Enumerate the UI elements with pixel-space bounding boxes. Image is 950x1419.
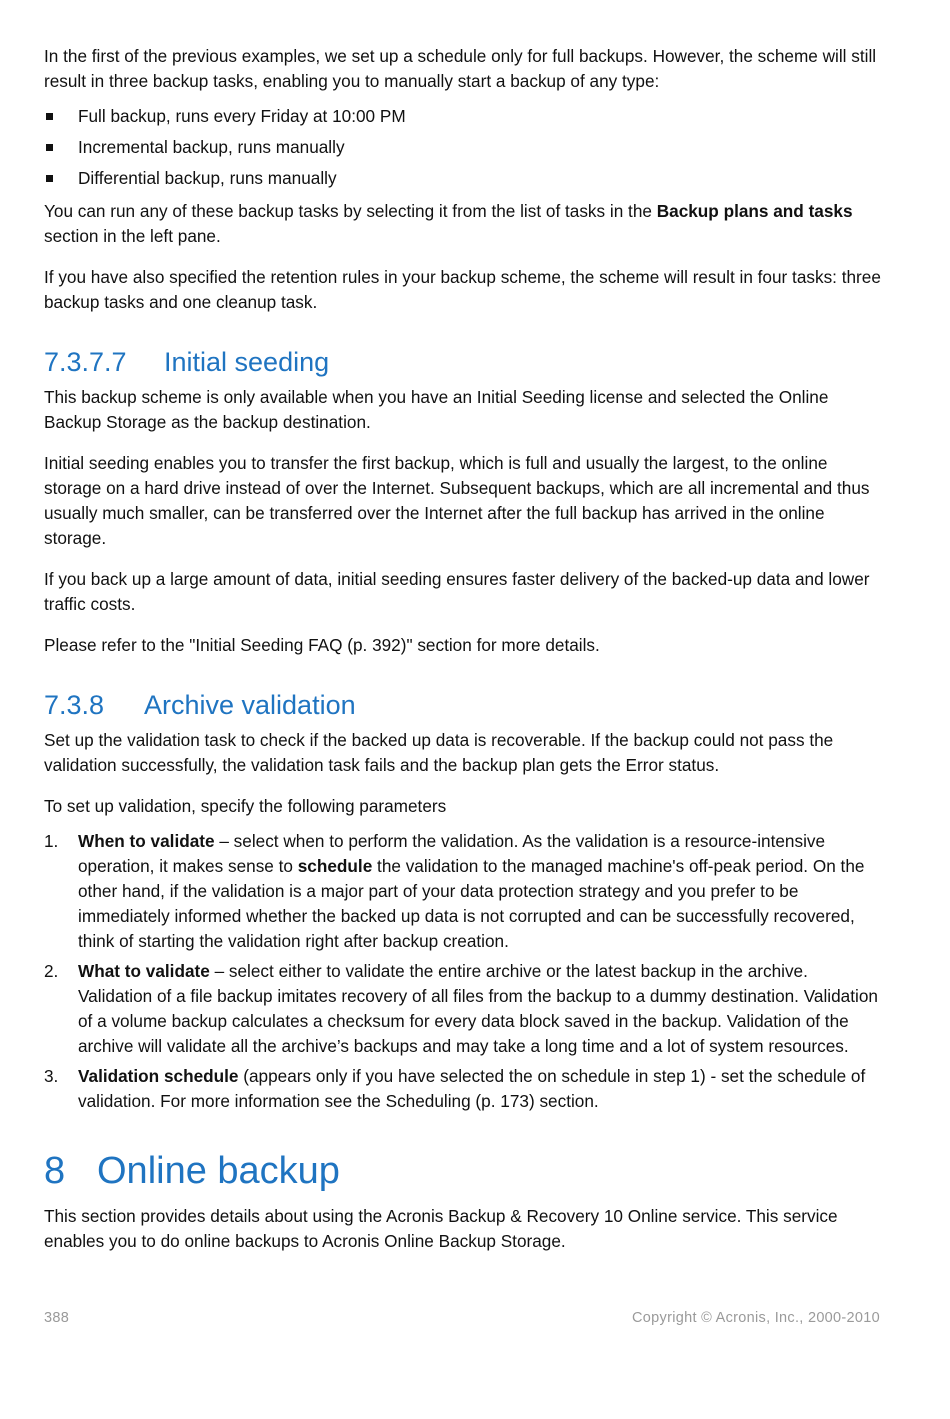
chapter-heading-online-backup: 8 Online backup (44, 1150, 340, 1192)
initial-seeding-paragraph-4: Please refer to the "Initial Seeding FAQ (p. 392)" section for more details. (44, 635, 600, 655)
list-item: Incremental backup, runs manually (44, 135, 884, 160)
bullet-square-icon (46, 175, 53, 182)
list-item: Differential backup, runs manually (44, 166, 884, 191)
initial-seeding-paragraph-1: This backup scheme is only available when you have an Initial Seeding license and selected the Online Backup Storage as the backup destination. (44, 387, 829, 432)
page-number: 388 (44, 1310, 70, 1326)
archive-validation-paragraph-1: Set up the validation task to check if the backed up data is recoverable. If the backup could not pass the validation successfully, the validation task fails and the backup plan gets the Error status. (44, 730, 834, 775)
bullet-square-icon (46, 113, 53, 120)
copyright-notice: Copyright © Acronis, Inc., 2000-2010 (632, 1310, 880, 1326)
intro-paragraph-2: You can run any of these backup tasks by selecting it from the list of tasks in the Backup plans and tasks section in the left pane. (44, 201, 853, 246)
bullet-square-icon (46, 144, 53, 151)
section-heading-archive-validation: 7.3.8 Archive validation (44, 690, 356, 720)
initial-seeding-paragraph-2: Initial seeding enables you to transfer the first backup, which is full and usually the largest, to the online storage on a hard drive instead of over the Internet. Subsequent backups, which are all incremental and thus usually much smaller, can be transferred over the Internet after the full backup has arrived in the online storage. (44, 453, 870, 548)
initial-seeding-paragraph-3: If you back up a large amount of data, initial seeding ensures faster delivery of the backed-up data and lower traffic costs. (44, 569, 870, 614)
page-footer (44, 1310, 880, 1326)
list-item: 1. When to validate – select when to perform the validation. As the validation is a resource-intensive operation, it makes sense to schedule the validation to the managed machine's off-peak period. On the other hand, if the validation is a major part of your data protection strategy and you prefer to be immediately informed whether the backed up data is not corrupted and can be successfully recovered, think of starting the validation right after backup creation. (44, 831, 865, 951)
document-page (44, 44, 884, 1270)
intro-paragraph-1: In the first of the previous examples, we set up a schedule only for full backups. However, the scheme will still result in three backup tasks, enabling you to manually start a backup of any type: (44, 46, 877, 91)
archive-validation-paragraph-2: To set up validation, specify the following parameters (44, 796, 447, 816)
list-item: 3. Validation schedule (appears only if you have selected the on schedule in step 1) - set the schedule of validation. For more information see the Scheduling (p. 173) section. (44, 1066, 866, 1111)
backup-task-list (44, 104, 884, 191)
list-item: Full backup, runs every Friday at 10:00 PM (44, 104, 884, 129)
validation-steps-list (44, 829, 884, 1114)
section-heading-initial-seeding: 7.3.7.7 Initial seeding (44, 347, 330, 377)
intro-paragraph-3: If you have also specified the retention rules in your backup scheme, the scheme will result in four tasks: three backup tasks and one cleanup task. (44, 267, 881, 312)
list-item: 2. What to validate – select either to validate the entire archive or the latest backup in the archive. Validation of a file backup imitates recovery of all files from the backup to a dummy destination. Validation of a volume backup calculates a checksum for every data block saved in the backup. Validation of the archive will validate all the archive’s backups and may take a long time and a lot of system resources. (44, 961, 878, 1056)
online-backup-paragraph-1: This section provides details about using the Acronis Backup & Recovery 10 Online service. This service enables you to do online backups to Acronis Online Backup Storage. (44, 1206, 838, 1251)
